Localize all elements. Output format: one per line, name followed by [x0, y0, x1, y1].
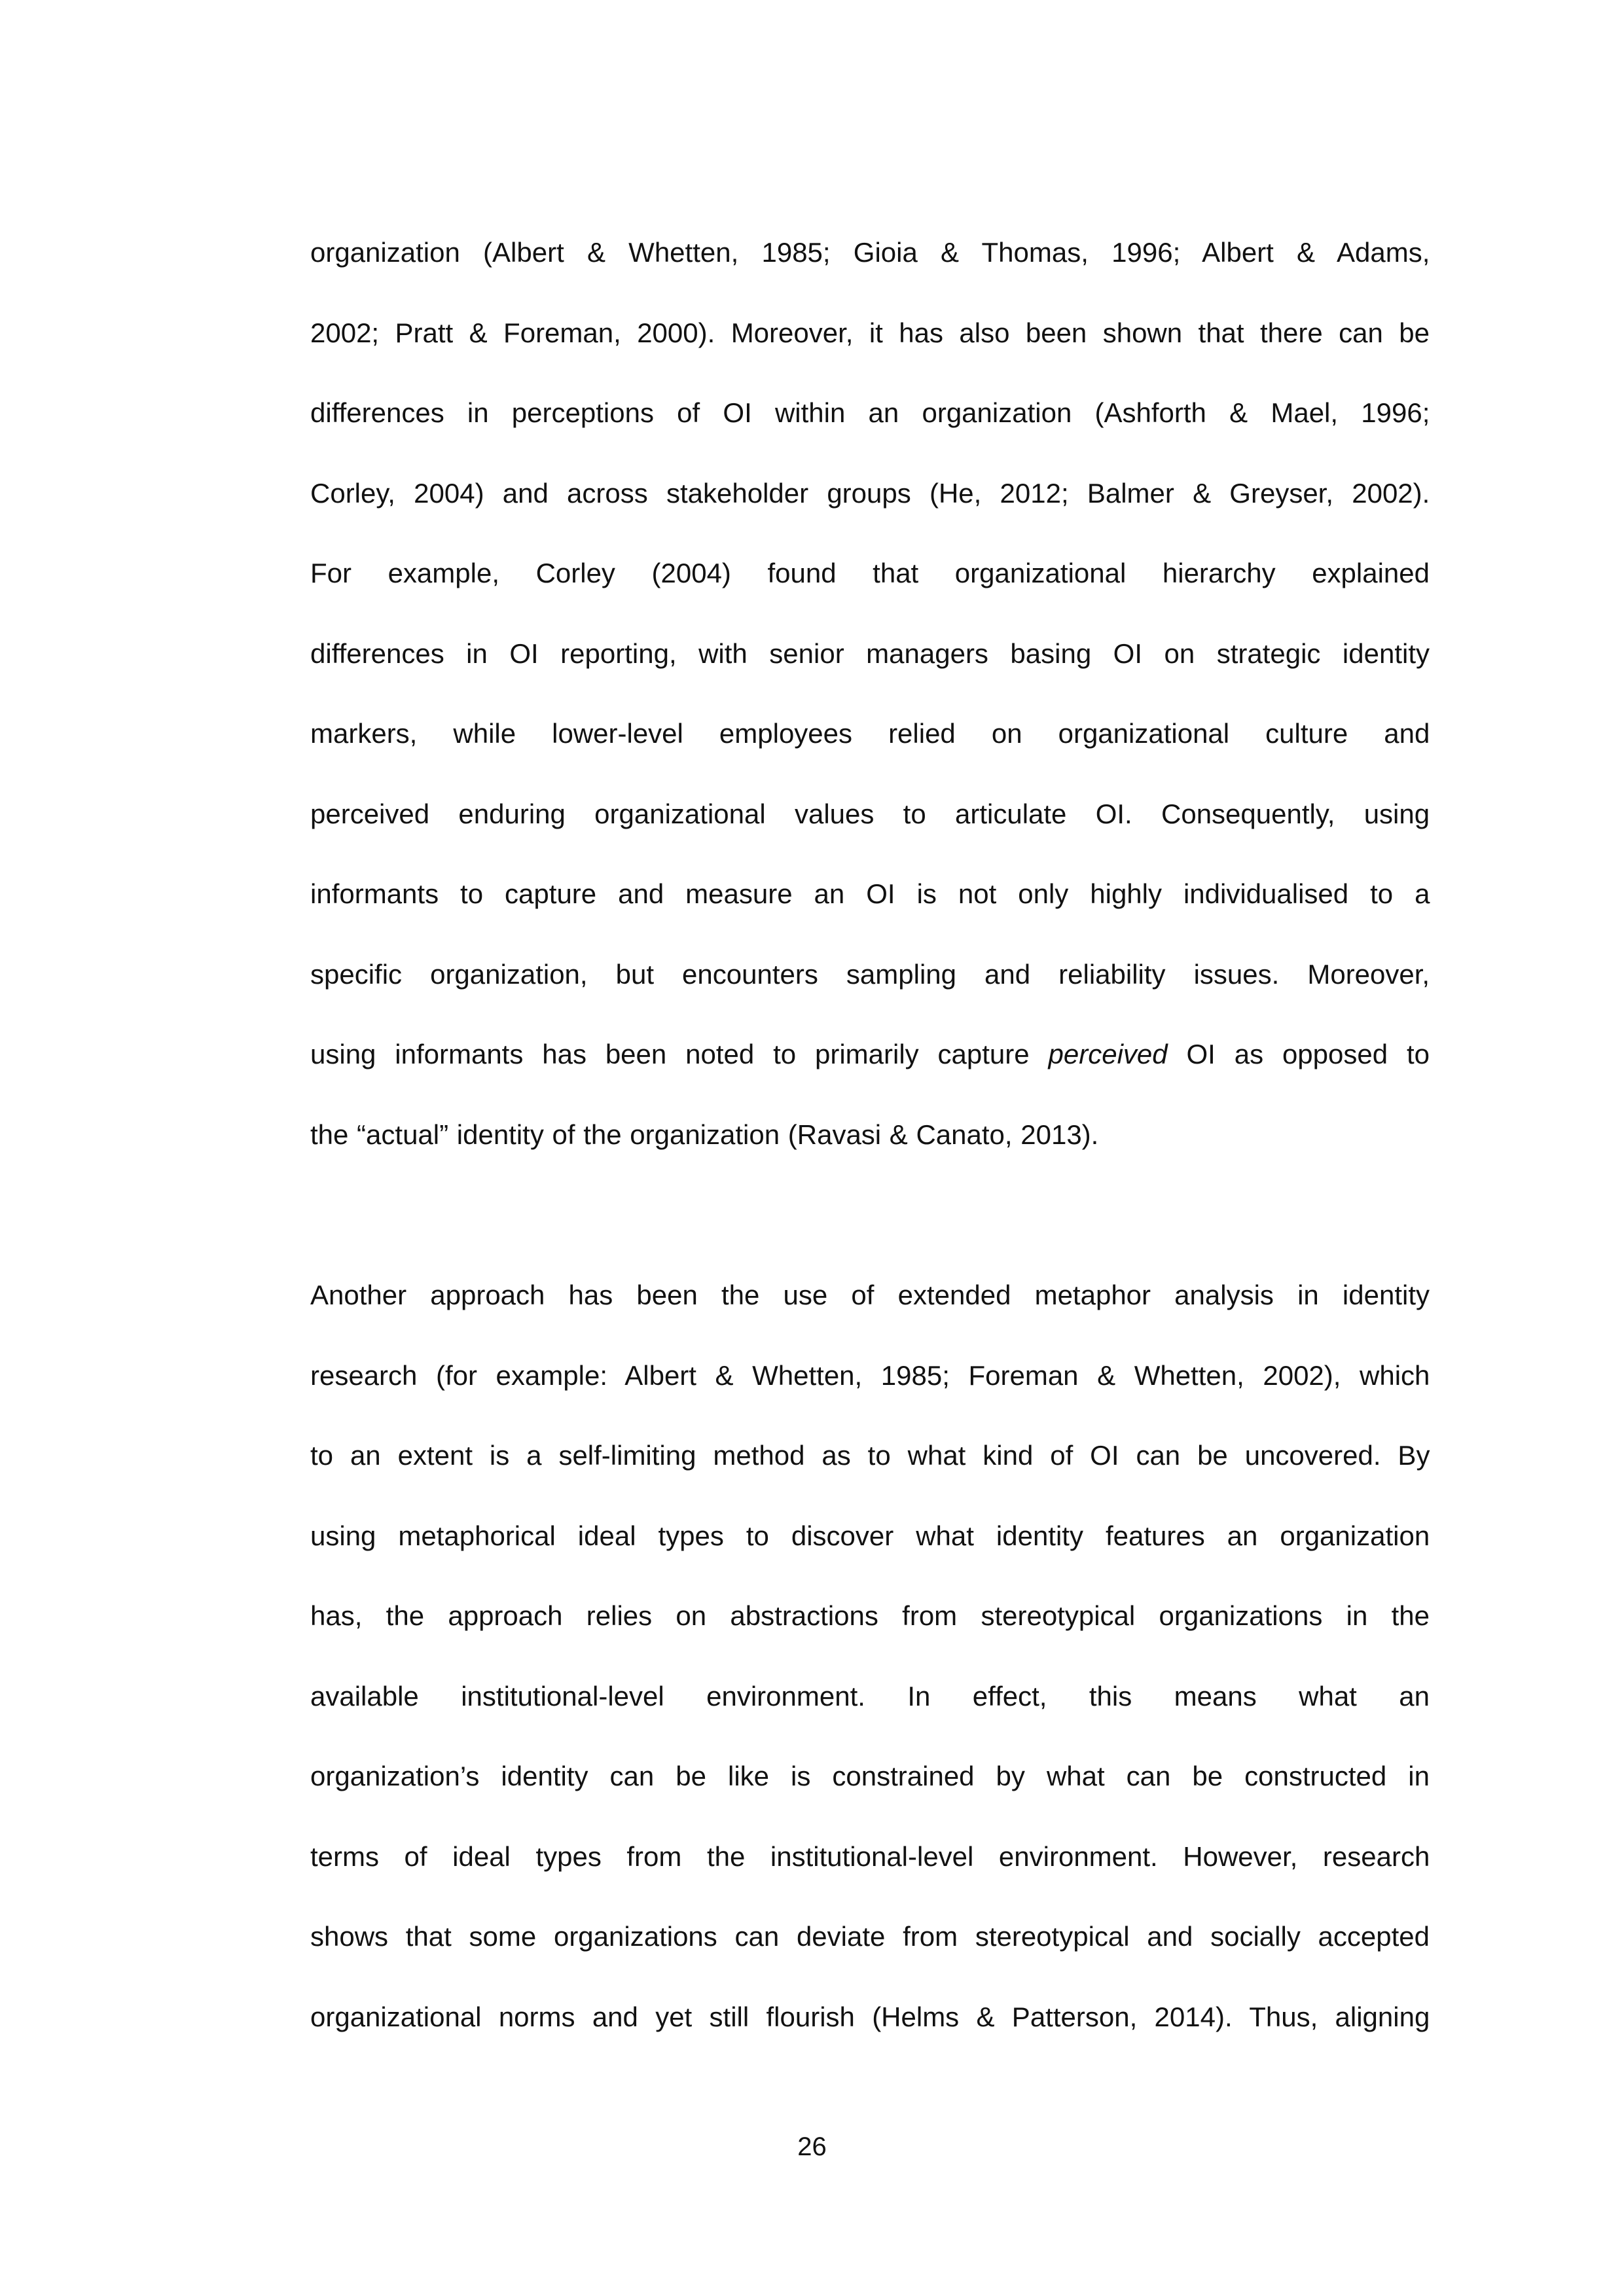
paragraph-line: organization (Albert & Whetten, 1985; Gioia & Thomas, 1996; Albert & Adams,	[310, 237, 1430, 268]
paragraph-line: to an extent is a self-limiting method as to what kind of OI can be uncovered. By	[310, 1440, 1430, 1471]
paragraph-line: terms of ideal types from the institutional-level environment. However, research	[310, 1840, 1430, 1872]
paragraph-line: research (for example: Albert & Whetten, 1985; Foreman & Whetten, 2002), which	[310, 1359, 1430, 1391]
paragraph-line: the “actual” identity of the organization (Ravasi & Canato, 2013).	[310, 1119, 1099, 1150]
paragraph-line: using metaphorical ideal types to discover what identity features an organization	[310, 1520, 1430, 1551]
paragraph-line: perceived enduring organizational values to articulate OI. Consequently, using	[310, 798, 1430, 829]
paragraph-line: For example, Corley (2004) found that organizational hierarchy explained	[310, 558, 1430, 588]
paragraph-line: organization’s identity can be like is constrained by what can be constructed in	[310, 1761, 1430, 1791]
paragraph-line: informants to capture and measure an OI is not only highly individualised to a	[310, 878, 1430, 909]
paragraph-line: Another approach has been the use of extended metaphor analysis in identity	[310, 1280, 1430, 1310]
paragraph-line: differences in perceptions of OI within an organization (Ashforth & Mael, 1996;	[310, 397, 1430, 428]
page-number: 26	[797, 2132, 827, 2161]
line-text: OI as opposed to	[1167, 1039, 1430, 1069]
paragraph-line: Corley, 2004) and across stakeholder groups (He, 2012; Balmer & Greyser, 2002).	[310, 477, 1430, 509]
body-paragraph-2	[310, 1255, 1430, 2057]
body-paragraph-1	[310, 213, 1430, 1175]
paragraph-line: has, the approach relies on abstractions from stereotypical organizations in the	[310, 1600, 1430, 1631]
line-text: using informants has been noted to primarily capture	[310, 1039, 1049, 1069]
paragraph-line: shows that some organizations can deviate from stereotypical and socially accepted	[310, 1921, 1430, 1952]
emphasized-term: perceived	[1048, 1039, 1168, 1069]
paragraph-line: 2002; Pratt & Foreman, 2000). Moreover, it has also been shown that there can be	[310, 317, 1430, 348]
paragraph-line: differences in OI reporting, with senior managers basing OI on strategic identity	[310, 637, 1430, 669]
paragraph-line: available institutional-level environment. In effect, this means what an	[310, 1680, 1430, 1712]
paragraph-line: markers, while lower-level employees relied on organizational culture and	[310, 718, 1430, 749]
paragraph-line-with-emphasis	[310, 1014, 1430, 1095]
paragraph-line: specific organization, but encounters sampling and reliability issues. Moreover,	[310, 958, 1430, 990]
paragraph-line: organizational norms and yet still flourish (Helms & Patterson, 2014). Thus, aligning	[310, 2001, 1430, 2032]
